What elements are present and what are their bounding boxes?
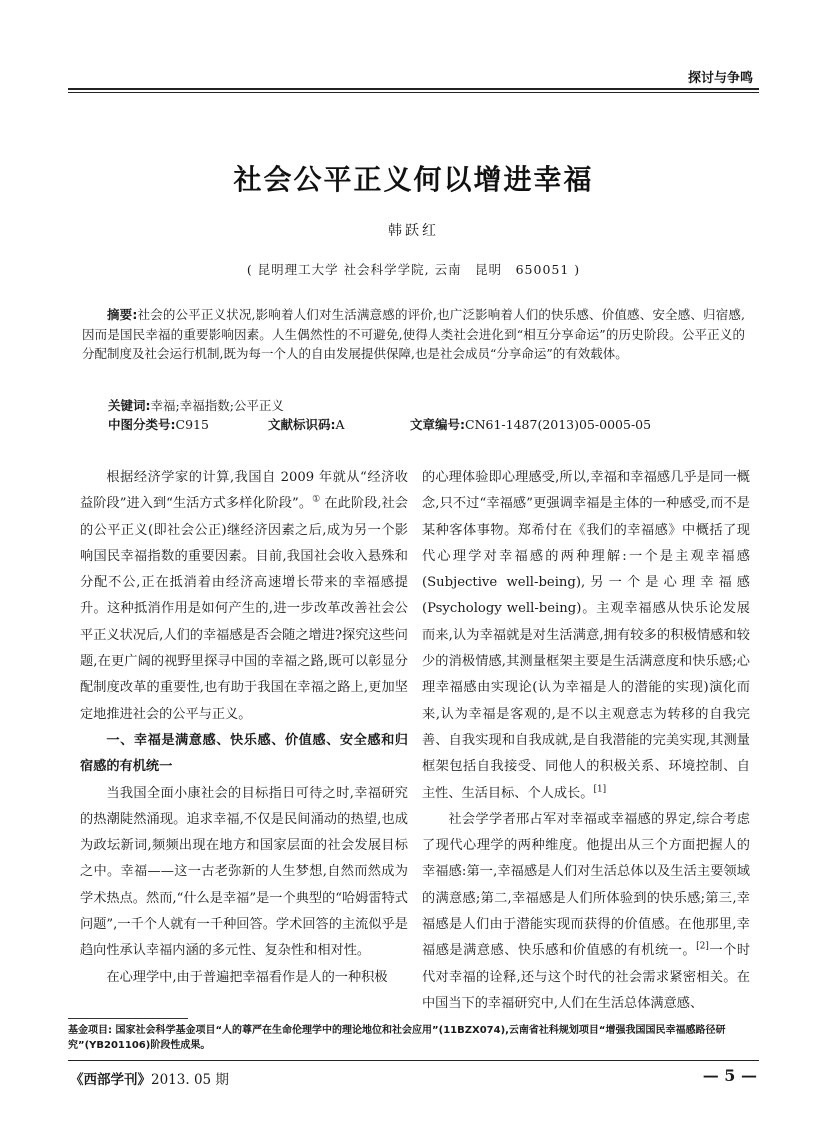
abstract-label: 摘要: [107,307,138,322]
doc-code-label: 文献标识码: [268,417,336,432]
keywords-label: 关键词: [108,398,151,413]
paragraph: 在心理学中,由于普遍把幸福看作是人的一种积极 [106,969,388,985]
paragraph: 社会学学者邢占军对幸福或幸福感的界定,综合考虑了现代心理学的两种维度。他提出从三个方面把握人的幸福感:第一,幸福感是人们对生活总体以及生活主要领域的满意感;第二,幸福感是人们所体验到的快乐感;第三,幸福感是人们由于潜能实现而获得的价值感。在他那里,幸福感是满意感、快乐感和价值感的有机统一。[2]一个时代对幸福的诠释,还与这个时代的社会需求紧密相关。在中国当下的幸福研究中,人们在生活总体满意感、 [422,811,751,1011]
journal-info [70,1068,229,1088]
journal-name: 《西部学刊》 [70,1072,151,1088]
citation-ref: [1] [593,784,607,795]
abstract [82,305,745,364]
header-rule-thin [68,92,759,93]
author-affiliation: ( 昆明理工大学 社会科学学院, 云南 昆明 650051 ) [246,262,581,277]
section-tag: 探讨与争鸣 [687,71,753,86]
page-number: — 5 — [702,1066,757,1085]
article-number-value: CN61-1487(2013)05-0005-05 [465,417,652,432]
article-title: 社会公平正义何以增进幸福 [233,163,594,196]
doc-code-value: A [335,417,345,432]
body-column-right [422,465,750,1017]
author-name: 韩跃红 [388,223,439,239]
body-column-left [80,465,408,991]
header-rule [68,88,759,90]
citation-ref: [2] [696,941,709,952]
article-number-label: 文章编号: [410,417,465,432]
footnote-rule [68,1018,188,1019]
paragraph: 的心理体验即心理感受,所以,幸福和幸福感几乎是同一概念,只不过“幸福感”更强调幸福是主体的一种感受,而不是某种客体事物。郑希付在《我们的幸福感》中概括了现代心理学对幸福感的两种理解:一个是主观幸福感(Subjective well-being),另一个是心理幸福感(Psychology well-being)。主观幸福感从快乐论发展而来,认为幸福就是对生活满意,拥有较多的积极情感和较少的消极情感,其测量框架主要是生活满意度和快乐感;心理幸福感由实现论(认为幸福是人的潜能的实现)演化而来,认为幸福是客观的,是不以主观意志为转移的自我完善、自我实现和自我成就,是自我潜能的完美实现,其测量框架包括自我接受、同他人的积极关系、环境控制、自主性、生活目标、个人成长。[1] [422,470,750,801]
keywords-text: 幸福;幸福指数;公平正义 [150,398,284,413]
journal-issue: 2013. 05 期 [151,1072,229,1088]
paragraph: 当我国全面小康社会的目标指日可待之时,幸福研究的热潮陡然涌现。追求幸福,不仅是民间涌动的热望,也成为政坛新词,频频出现在地方和国家层面的社会发展目标之中。幸福——这一古老弥新的人生梦想,自然而然成为学术热点。然而,“什么是幸福”是一个典型的“哈姆雷特式问题”,一千个人就有一千种回答。学术回答的主流似乎是趋向性承认幸福内涵的多元性、复杂性和相对性。 [80,785,408,959]
clc-value: C915 [175,417,209,432]
funding-footnote: 基金项目: 国家社会科学基金项目“人的尊严在生命伦理学中的理论地位和社会应用”(11BZX074),云南省社科规划项目“增强我国国民幸福感路径研究”(YB201106)阶段性成果。 [68,1025,726,1051]
footer-rule [68,1060,759,1061]
keywords [108,396,284,415]
clc-label: 中图分类号: [108,417,176,432]
abstract-text: 社会的公平正义状况,影响着人们对生活满意感的评价,也广泛影响着人们的快乐感、价值感、安全感、归宿感,因而是国民幸福的重要影响因素。人生偶然性的不可避免,使得人类社会进化到“相互分享命运”的历史阶段。公平正义的分配制度及社会运行机制,既为每一个人的自由发展提供保障,也是社会成员“分享命运”的有效载体。 [82,307,745,361]
section-heading: 一、幸福是满意感、快乐感、价值感、安全感和归宿感的有机统一 [80,732,408,775]
footnote-ref: ① [312,494,321,505]
paragraph: 根据经济学家的计算,我国自 2009 年就从“经济收益阶段”进入到“生活方式多样化阶段”。① 在此阶段,社会的公平正义(即社会公正)继经济因素之后,成为另一个影响国民幸福指数的重要因素。目前,我国社会收入悬殊和分配不公,正在抵消着由经济高速增长带来的幸福感提升。这种抵消作用是如何产生的,进一步改革改善社会公平正义状况后,人们的幸福感是否会随之增进?探究这些问题,在更广阔的视野里探寻中国的幸福之路,既可以彰显分配制度改革的重要性,也有助于我国在幸福之路上,更加坚定地推进社会的公平与正义。 [80,470,408,722]
